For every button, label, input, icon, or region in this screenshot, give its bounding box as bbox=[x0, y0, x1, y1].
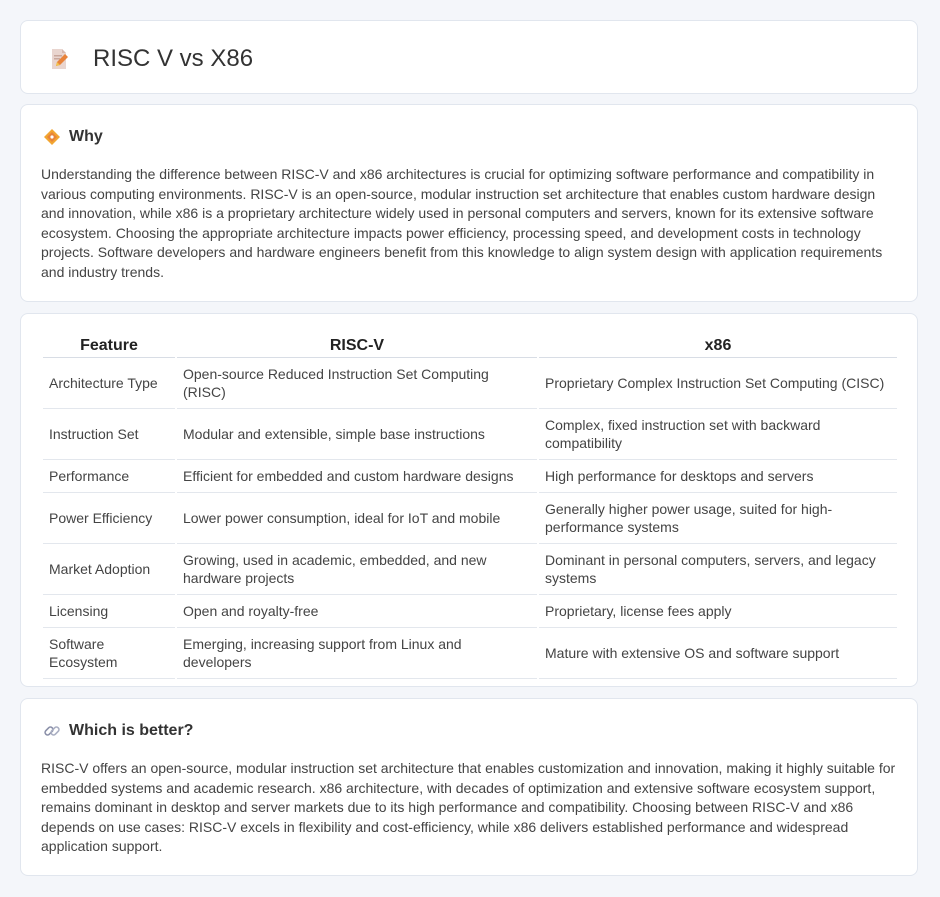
table-cell: Modular and extensible, simple base instructions bbox=[177, 409, 537, 460]
table-row bbox=[43, 544, 897, 595]
column-header-riscv: RISC-V bbox=[177, 333, 537, 358]
table-cell: Efficient for embedded and custom hardware designs bbox=[177, 460, 537, 493]
table-cell: Growing, used in academic, embedded, and new hardware projects bbox=[177, 544, 537, 595]
why-section bbox=[20, 104, 918, 302]
table-header-row bbox=[43, 333, 897, 358]
why-heading: Why bbox=[69, 128, 103, 145]
table-cell: Licensing bbox=[43, 595, 175, 628]
link-icon bbox=[43, 722, 61, 740]
title-card bbox=[20, 20, 918, 94]
table-row bbox=[43, 595, 897, 628]
table-row bbox=[43, 358, 897, 409]
table-cell: Open and royalty-free bbox=[177, 595, 537, 628]
table-cell: Complex, fixed instruction set with backward compatibility bbox=[539, 409, 897, 460]
which-is-better-text: RISC-V offers an open-source, modular instruction set architecture that enables customization and innovation, making it highly suitable for embedded systems and academic research. x86 architecture, with decades of optimization and extensive software ecosystem support, remains dominant in desktop and server markets due to its high performance and compatibility. Choosing between RISC-V and x86 depends on use cases: RISC-V excels in flexibility and cost-efficiency, while x86 delivers established performance and widespread application support. bbox=[41, 760, 896, 854]
table-cell: Mature with extensive OS and software support bbox=[539, 628, 897, 679]
comparison-table-card bbox=[20, 313, 918, 687]
table-row bbox=[43, 409, 897, 460]
comparison-table bbox=[41, 333, 899, 679]
table-row bbox=[43, 460, 897, 493]
table-cell: Proprietary Complex Instruction Set Computing (CISC) bbox=[539, 358, 897, 409]
table-row bbox=[43, 493, 897, 544]
table-cell: High performance for desktops and servers bbox=[539, 460, 897, 493]
table-cell: Emerging, increasing support from Linux and developers bbox=[177, 628, 537, 679]
table-row bbox=[43, 628, 897, 679]
column-header-x86: x86 bbox=[539, 333, 897, 358]
which-is-better-section bbox=[20, 698, 918, 876]
table-cell: Lower power consumption, ideal for IoT and mobile bbox=[177, 493, 537, 544]
table-cell: Architecture Type bbox=[43, 358, 175, 409]
table-cell: Power Efficiency bbox=[43, 493, 175, 544]
document-edit-icon bbox=[47, 47, 71, 71]
table-cell: Market Adoption bbox=[43, 544, 175, 595]
table-cell: Performance bbox=[43, 460, 175, 493]
table-cell: Open-source Reduced Instruction Set Computing (RISC) bbox=[177, 358, 537, 409]
column-header-feature: Feature bbox=[43, 333, 175, 358]
diamond-badge-icon bbox=[43, 128, 61, 146]
table-cell: Proprietary, license fees apply bbox=[539, 595, 897, 628]
table-cell: Software Ecosystem bbox=[43, 628, 175, 679]
page-title: RISC V vs X86 bbox=[93, 45, 254, 72]
table-cell: Dominant in personal computers, servers, and legacy systems bbox=[539, 544, 897, 595]
why-text: Understanding the difference between RISC-V and x86 architectures is crucial for optimizing software performance and compatibility in various computing environments. RISC-V is an open-source, modular instruction set architecture that enables custom hardware design and innovation, while x86 is a proprietary architecture widely used in personal computers and servers, known for its extensive software ecosystem. Choosing the appropriate architecture impacts power efficiency, processing speed, and development costs in technology projects. Software developers and hardware engineers benefit from this knowledge to align system design with application requirements and industry trends. bbox=[41, 166, 883, 280]
table-cell: Instruction Set bbox=[43, 409, 175, 460]
which-is-better-heading: Which is better? bbox=[69, 722, 194, 739]
table-cell: Generally higher power usage, suited for high-performance systems bbox=[539, 493, 897, 544]
